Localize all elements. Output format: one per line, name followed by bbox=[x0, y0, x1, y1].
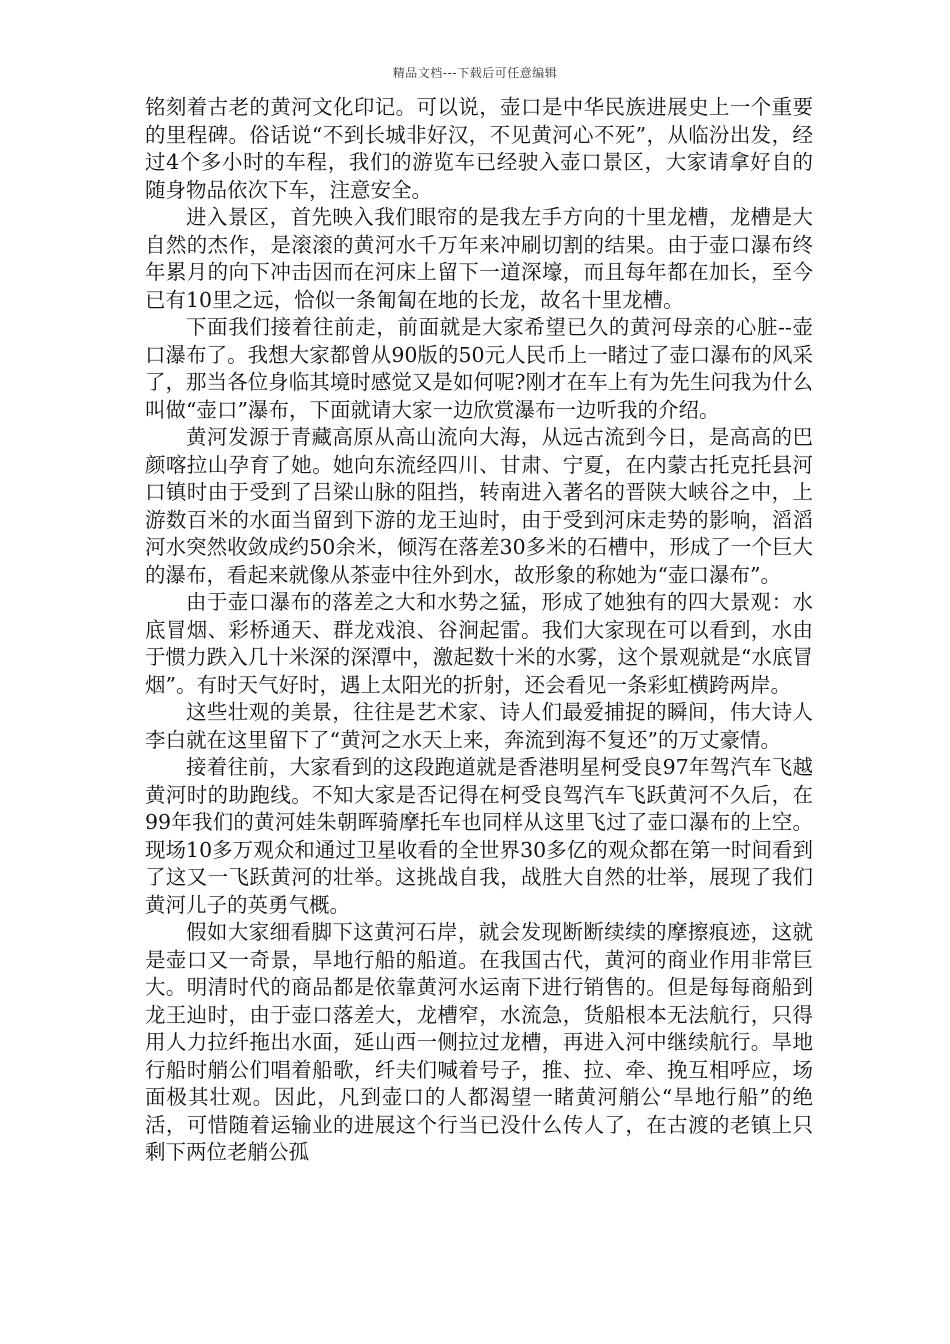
paragraph-5: 由于壶口瀑布的落差之大和水势之猛，形成了她独有的四大景观：水底冒烟、彩桥通天、群龙戏浪、谷涧起雷。我们大家现在可以看到，水由于惯力跌入几十米深的深潭中，激起数十米的水雾，这个景观就是“水底冒烟”。有时天气好时，遇上太阳光的折射，还会看见一条彩虹横跨两岸。 bbox=[145, 590, 813, 697]
paragraph-7: 接着往前，大家看到的这段跑道就是香港明星柯受良97年驾汽车飞越黄河时的助跑线。不知大家是否记得在柯受良驾汽车飞跃黄河不久后，在99年我们的黄河娃朱朝晖骑摩托车也同样从这里飞过了壶口瀑布的上空。现场10多万观众和通过卫星收看的全世界30多亿的观众都在第一时间看到了这又一飞跃黄河的壮举。这挑战自我，战胜大自然的壮举，展现了我们黄河儿子的英勇气概。 bbox=[145, 755, 813, 917]
paragraph-8: 假如大家细看脚下这黄河石岸，就会发现断断续续的摩擦痕迹，这就是壶口又一奇景，旱地行船的船道。在我国古代，黄河的商业作用非常巨大。明清时代的商品都是依靠黄河水运南下进行销售的。但是每每商船到龙王辿时，由于壶口落差大，龙槽窄，水流急，货船根本无法航行，只得用人力拉纤拖出水面，延山西一侧拉过龙槽，再进入河中继续航行。旱地行船时艄公们唱着船歌，纤夫们喊着号子，推、拉、牵、挽互相呼应，场面极其壮观。因此，凡到壶口的人都渴望一睹黄河艄公“旱地行船”的绝活，可惜随着运输业的进展这个行当已没什么传人了，在古渡的老镇上只剩下两位老艄公孤 bbox=[145, 920, 813, 1164]
page-header: 精品文档---下载后可任意编辑 bbox=[392, 66, 558, 80]
paragraph-6: 这些壮观的美景，往往是艺术家、诗人们最爱捕捉的瞬间，伟大诗人李白就在这里留下了“黄河之水天上来，奔流到海不复还”的万丈豪情。 bbox=[145, 700, 813, 752]
paragraph-4: 黄河发源于青藏高原从高山流向大海，从远古流到今日，是高高的巴颜喀拉山孕育了她。她向东流经四川、甘肃、宁夏，在内蒙古托克托县河口镇时由于受到了吕梁山脉的阻挡，转南进入著名的晋陕大峡谷之中，上游数百米的水面当留到下游的龙王辿时，由于受到河床走势的影响，滔滔河水突然收敛成约50余米，倾泻在落差30多米的石槽中，形成了一个巨大的瀑布，看起来就像从茶壶中往外到水，故形象的称她为“壶口瀑布”。 bbox=[145, 425, 813, 587]
paragraph-2: 进入景区，首先映入我们眼帘的是我左手方向的十里龙槽，龙槽是大自然的杰作，是滚滚的黄河水千万年来冲刷切割的结果。由于壶口瀑布终年累月的向下冲击因而在河床上留下一道深壕，而且每年都在加长，至今已有10里之远，恰似一条匍匐在地的长龙，故名十里龙槽。 bbox=[145, 205, 813, 312]
paragraph-3: 下面我们接着往前走，前面就是大家希望已久的黄河母亲的心脏--壶口瀑布了。我想大家都曾从90版的50元人民币上一睹过了壶口瀑布的风采了，那当各位身临其境时感觉又是如何呢?刚才在车上有为先生问我为什么叫做“壶口”瀑布，下面就请大家一边欣赏瀑布一边听我的介绍。 bbox=[145, 315, 813, 422]
document-body bbox=[145, 94, 813, 1167]
paragraph-1: 铭刻着古老的黄河文化印记。可以说，壶口是中华民族进展史上一个重要的里程碑。俗话说“不到长城非好汉，不见黄河心不死”，从临汾出发，经过4个多小时的车程，我们的游览车已经驶入壶口景区，大家请拿好自的随身物品依次下车，注意安全。 bbox=[145, 95, 813, 202]
